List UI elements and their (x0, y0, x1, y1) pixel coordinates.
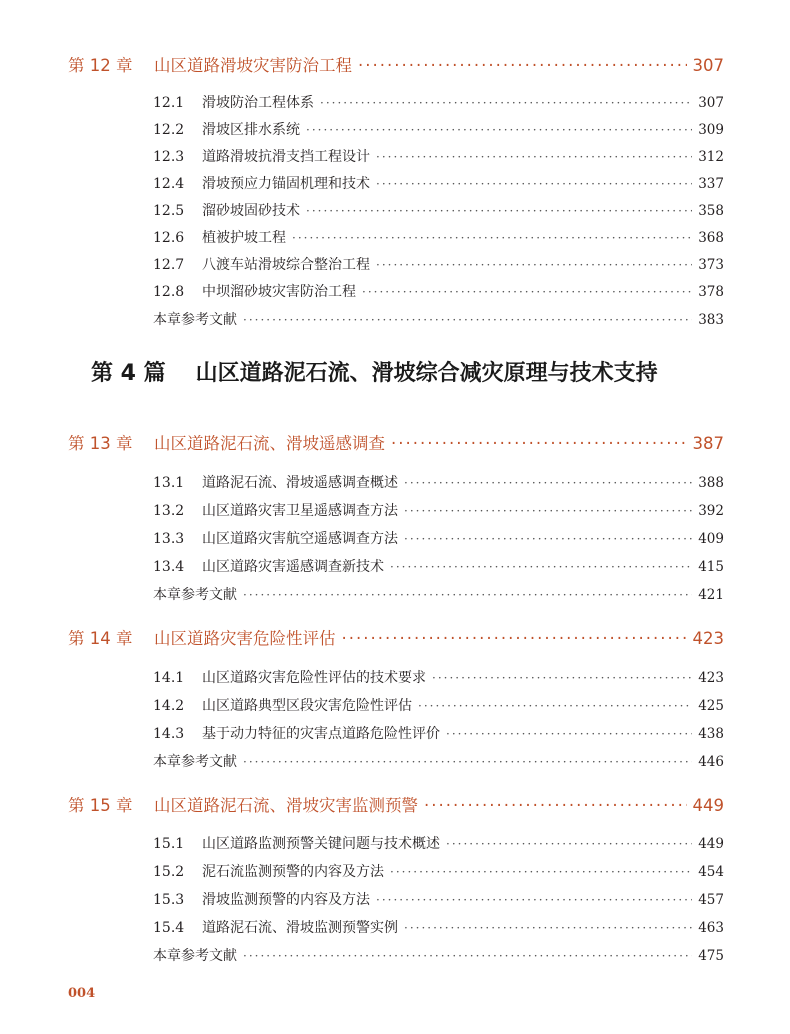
section-number: 12.6 (153, 230, 185, 246)
leader-dots (243, 755, 692, 769)
section-number: 13.4 (153, 559, 185, 575)
toc-section[interactable] (153, 723, 724, 743)
toc-section[interactable] (153, 227, 724, 247)
leader-dots (404, 921, 692, 935)
section-page: 368 (698, 230, 724, 246)
section-title: 山区道路灾害遥感调查新技术 (202, 559, 384, 575)
section-title: 植被护坡工程 (202, 230, 286, 246)
leader-dots (404, 532, 692, 546)
references-title: 本章参考文献 (153, 312, 237, 328)
toc-section[interactable] (153, 889, 724, 909)
toc-section[interactable] (153, 556, 724, 576)
toc-section[interactable] (153, 917, 724, 937)
references-title: 本章参考文献 (153, 754, 237, 770)
section-number: 12.7 (153, 257, 185, 273)
section-title: 山区道路灾害卫星遥感调查方法 (202, 503, 398, 519)
section-page: 409 (698, 531, 724, 547)
leader-dots (292, 231, 692, 245)
section-title: 滑坡预应力锚固机理和技术 (202, 176, 370, 192)
chapter-title: 山区道路灾害危险性评估 (154, 629, 336, 648)
toc-section[interactable] (153, 667, 724, 687)
section-page: 373 (698, 257, 724, 273)
leader-dots (306, 204, 692, 218)
section-number: 13.3 (153, 531, 185, 547)
section-number: 12.3 (153, 149, 185, 165)
leader-dots (376, 177, 692, 191)
chapter-title: 山区道路泥石流、滑坡灾害监测预警 (154, 796, 418, 815)
section-page: 454 (698, 864, 724, 880)
leader-dots (243, 588, 692, 602)
section-page: 307 (698, 95, 724, 111)
section-page: 415 (698, 559, 724, 575)
toc-section[interactable] (153, 472, 724, 492)
chapter-number: 第 12 章 (68, 56, 133, 75)
section-title: 溜砂坡固砂技术 (202, 203, 300, 219)
chapter-number: 第 14 章 (68, 629, 133, 648)
toc-chapter-14[interactable] (68, 625, 724, 649)
section-title: 山区道路典型区段灾害危险性评估 (202, 698, 412, 714)
toc-section[interactable] (153, 861, 724, 881)
section-page: 423 (698, 670, 724, 686)
toc-references[interactable] (153, 945, 724, 965)
leader-dots (376, 150, 692, 164)
section-page: 438 (698, 726, 724, 742)
toc-chapter-13[interactable] (68, 430, 724, 454)
toc-section[interactable] (153, 695, 724, 715)
section-title: 滑坡区排水系统 (202, 122, 300, 138)
part-heading (91, 356, 658, 387)
section-page: 449 (698, 836, 724, 852)
toc-section[interactable] (153, 173, 724, 193)
leader-dots (342, 629, 687, 648)
chapter-title: 山区道路滑坡灾害防治工程 (154, 56, 352, 75)
toc-chapter-12[interactable] (68, 52, 724, 76)
section-title: 基于动力特征的灾害点道路危险性评价 (202, 726, 440, 742)
leader-dots (376, 258, 692, 272)
leader-dots (432, 671, 692, 685)
toc-section[interactable] (153, 200, 724, 220)
section-page: 388 (698, 475, 724, 491)
section-page: 457 (698, 892, 724, 908)
section-number: 12.1 (153, 95, 185, 111)
section-title: 八渡车站滑坡综合整治工程 (202, 257, 370, 273)
section-number: 12.5 (153, 203, 185, 219)
part-title: 山区道路泥石流、滑坡综合减灾原理与技术支持 (195, 361, 658, 386)
references-page: 383 (698, 312, 724, 328)
leader-dots (390, 560, 692, 574)
section-title: 山区道路灾害危险性评估的技术要求 (202, 670, 426, 686)
toc-section[interactable] (153, 500, 724, 520)
leader-dots (376, 893, 692, 907)
section-number: 15.2 (153, 864, 185, 880)
page-folio: 004 (68, 986, 96, 1001)
references-page: 475 (698, 948, 724, 964)
toc-section[interactable] (153, 254, 724, 274)
section-title: 道路泥石流、滑坡遥感调查概述 (202, 475, 398, 491)
leader-dots (446, 727, 692, 741)
section-page: 378 (698, 284, 724, 300)
section-number: 14.1 (153, 670, 185, 686)
references-title: 本章参考文献 (153, 587, 237, 603)
section-title: 道路滑坡抗滑支挡工程设计 (202, 149, 370, 165)
section-number: 12.8 (153, 284, 185, 300)
section-title: 道路泥石流、滑坡监测预警实例 (202, 920, 398, 936)
leader-dots (418, 699, 692, 713)
section-title: 中坝溜砂坡灾害防治工程 (202, 284, 356, 300)
toc-references[interactable] (153, 751, 724, 771)
chapter-page: 423 (692, 629, 724, 648)
part-number: 第 4 篇 (91, 361, 166, 386)
references-page: 446 (698, 754, 724, 770)
section-title: 滑坡防治工程体系 (202, 95, 314, 111)
leader-dots (362, 285, 692, 299)
section-number: 12.4 (153, 176, 185, 192)
section-title: 泥石流监测预警的内容及方法 (202, 864, 384, 880)
section-number: 15.3 (153, 892, 185, 908)
chapter-page: 307 (692, 56, 724, 75)
section-page: 309 (698, 122, 724, 138)
leader-dots (358, 56, 687, 75)
leader-dots (390, 865, 692, 879)
chapter-page: 387 (692, 434, 724, 453)
toc-section[interactable] (153, 146, 724, 166)
section-number: 15.4 (153, 920, 185, 936)
leader-dots (320, 96, 692, 110)
section-number: 12.2 (153, 122, 185, 138)
section-page: 463 (698, 920, 724, 936)
chapter-number: 第 13 章 (68, 434, 133, 453)
leader-dots (446, 837, 692, 851)
toc-section[interactable] (153, 92, 724, 112)
section-page: 312 (698, 149, 724, 165)
references-page: 421 (698, 587, 724, 603)
section-page: 337 (698, 176, 724, 192)
section-title: 滑坡监测预警的内容及方法 (202, 892, 370, 908)
section-number: 15.1 (153, 836, 185, 852)
section-number: 14.3 (153, 726, 185, 742)
toc-references[interactable] (153, 584, 724, 604)
section-number: 13.1 (153, 475, 185, 491)
section-page: 392 (698, 503, 724, 519)
toc-section[interactable] (153, 833, 724, 853)
leader-dots (404, 476, 692, 490)
toc-references[interactable] (153, 309, 724, 329)
section-page: 358 (698, 203, 724, 219)
leader-dots (391, 434, 687, 453)
section-title: 山区道路灾害航空遥感调查方法 (202, 531, 398, 547)
chapter-number: 第 15 章 (68, 796, 133, 815)
toc-section[interactable] (153, 281, 724, 301)
chapter-page: 449 (692, 796, 724, 815)
toc-section[interactable] (153, 119, 724, 139)
section-title: 山区道路监测预警关键问题与技术概述 (202, 836, 440, 852)
chapter-title: 山区道路泥石流、滑坡遥感调查 (154, 434, 385, 453)
toc-section[interactable] (153, 528, 724, 548)
section-number: 13.2 (153, 503, 185, 519)
leader-dots (306, 123, 692, 137)
references-title: 本章参考文献 (153, 948, 237, 964)
section-page: 425 (698, 698, 724, 714)
toc-chapter-15[interactable] (68, 792, 724, 816)
leader-dots (404, 504, 692, 518)
leader-dots (243, 949, 692, 963)
section-number: 14.2 (153, 698, 185, 714)
leader-dots (424, 796, 687, 815)
leader-dots (243, 313, 692, 327)
